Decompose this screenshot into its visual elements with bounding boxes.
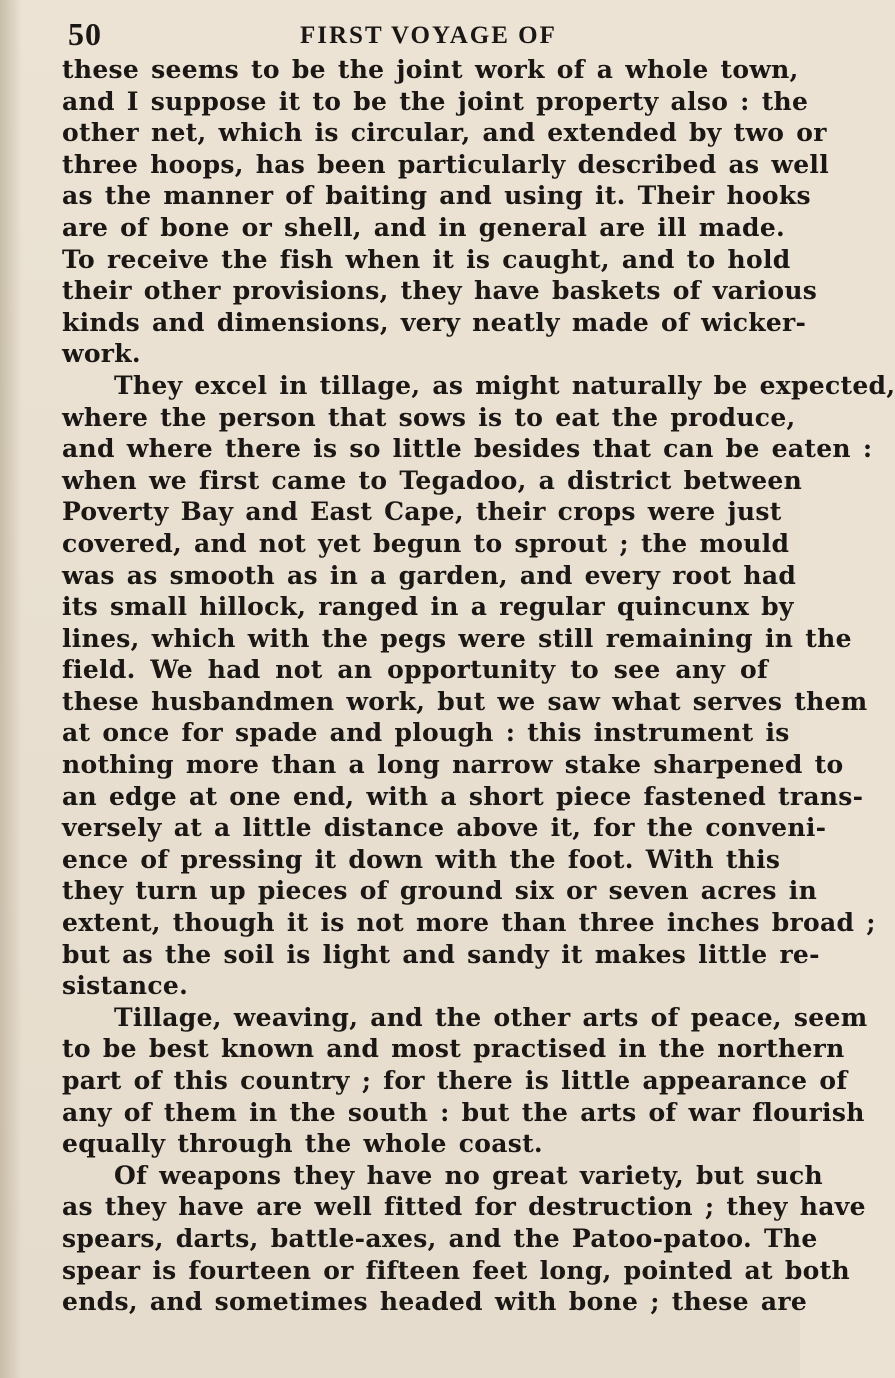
text-line: their other provisions, they have baskets of various: [62, 276, 818, 306]
text-line: and I suppose it to be the joint property also : the: [62, 86, 809, 116]
text-line: these seems to be the joint work of a whole town,: [62, 55, 799, 84]
text-line: its small hillock, ranged in a regular quincunx by: [62, 592, 794, 622]
text-line: Poverty Bay and East Cape, their crops were just: [62, 497, 782, 527]
text-line: kinds and dimensions, very neatly made of wicker-: [62, 307, 807, 337]
text-line: versely at a little distance above it, for the conveni-: [62, 813, 827, 843]
text-line: ence of pressing it down with the foot. With this: [62, 844, 781, 874]
text-line: as the manner of baiting and using it. Their hooks: [62, 181, 811, 211]
text-line: to be best known and most practised in the northern: [62, 1034, 845, 1064]
text-line: spears, darts, battle-axes, and the Patoo-patoo. The: [62, 1223, 818, 1253]
text-line: three hoops, has been particularly described as well: [62, 149, 830, 179]
text-line: they turn up pieces of ground six or seven acres in: [62, 876, 818, 906]
paragraph-start-line: They excel in tillage, as might naturally be expected,: [114, 370, 895, 400]
text-line: where the person that sows is to eat the produce,: [62, 402, 796, 432]
text-line: field. We had not an opportunity to see any of: [62, 655, 768, 685]
text-line: spear is fourteen or fifteen feet long, pointed at both: [62, 1255, 850, 1285]
text-line: equally through the whole coast.: [62, 1129, 543, 1159]
text-line: extent, though it is not more than three inches broad ;: [62, 908, 876, 938]
text-line: an edge at one end, with a short piece fastened trans-: [62, 781, 864, 811]
text-line: sistance.: [62, 971, 189, 1001]
text-line: nothing more than a long narrow stake sharpened to: [62, 750, 844, 780]
text-line: was as smooth as in a garden, and every root had: [62, 560, 797, 590]
paragraph-start-line: Tillage, weaving, and the other arts of peace, seem: [114, 1002, 868, 1032]
text-line: any of them in the south : but the arts of war flourish: [62, 1097, 865, 1127]
text-line: ends, and sometimes headed with bone ; these are: [62, 1287, 808, 1317]
paragraph-start-line: Of weapons they have no great variety, but such: [114, 1160, 823, 1190]
text-line: other net, which is circular, and extended by two or: [62, 118, 827, 148]
text-line: work.: [62, 339, 141, 369]
text-line: part of this country ; for there is little appearance of: [62, 1066, 848, 1095]
page-gutter-shadow: [0, 0, 22, 1378]
page-number: 50: [68, 16, 102, 52]
running-head: [62, 14, 768, 54]
text-line: and where there is so little besides that can be eaten :: [62, 434, 873, 464]
running-title: FIRST VOYAGE OF: [300, 22, 557, 49]
body-text: [62, 54, 895, 1318]
text-line: are of bone or shell, and in general are ill made.: [62, 212, 786, 242]
text-line: as they have are well fitted for destruction ; they have: [62, 1192, 866, 1222]
text-line: lines, which with the pegs were still remaining in the: [62, 623, 852, 653]
text-line: To receive the fish when it is caught, and to hold: [62, 244, 791, 274]
text-line: these husbandmen work, but we saw what serves them: [62, 686, 868, 716]
text-line: when we first came to Tegadoo, a district between: [62, 465, 803, 495]
text-line: covered, and not yet begun to sprout ; the mould: [62, 528, 790, 558]
text-line: at once for spade and plough : this instrument is: [62, 718, 790, 748]
text-line: but as the soil is light and sandy it makes little re-: [62, 939, 820, 969]
